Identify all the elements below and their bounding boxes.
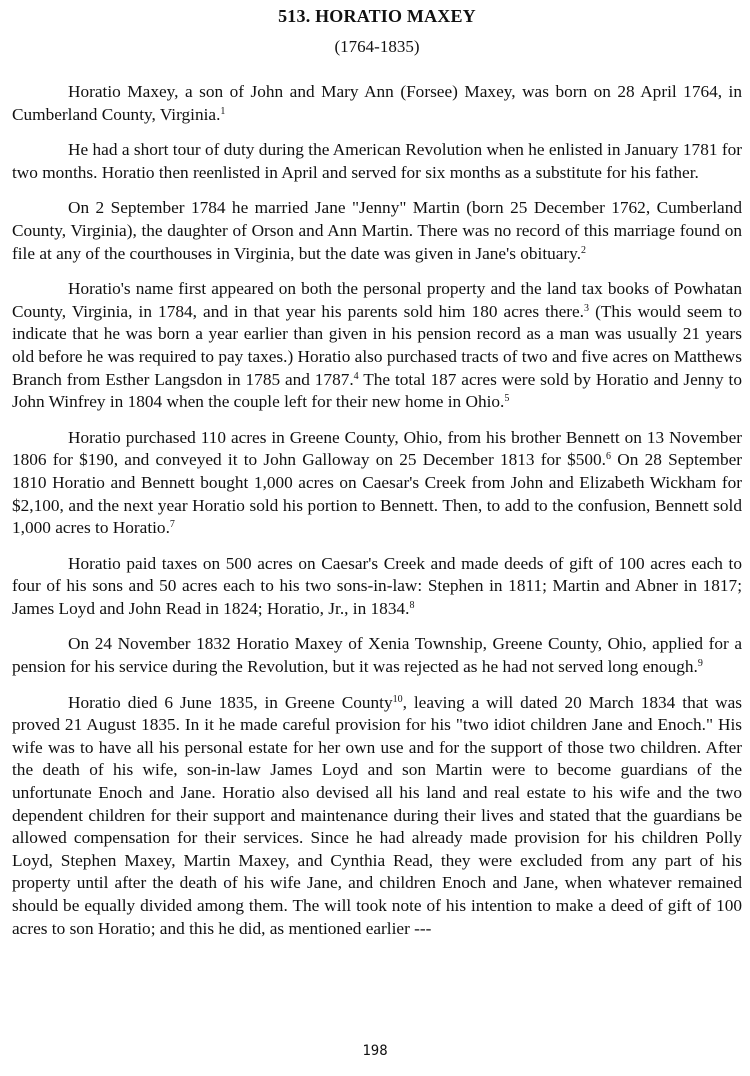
footnote-marker: 3	[584, 302, 589, 314]
footnote-marker: 8	[409, 599, 415, 611]
paragraph-text: (This would seem to indicate that he was born a year earlier than given in his pension record as a man was usually 21 years old before he was required to pay taxes.) Horatio also purchased tracts of two and five acres on Matthews Branch from Esther Langsdon in 1785 and 1787.	[12, 301, 742, 389]
paragraph-text: On 2 September 1784 he married Jane "Jenny" Martin (born 25 December 1762, Cumberland County, Virginia), the daughter of Orson and Ann Martin. There was no record of this marriage found on file at any of the courthouses in Virginia, but the date was given in Jane's obituary.	[12, 198, 742, 263]
footnote-marker: 2	[581, 244, 587, 256]
paragraph-text: On 24 November 1832 Horatio Maxey of Xenia Township, Greene County, Ohio, applied for a pension for his service during the Revolution, but it was rejected as he had not served long enough.	[12, 634, 742, 677]
section-title: 513. HORATIO MAXEY	[278, 6, 476, 26]
document-page	[12, 0, 742, 953]
paragraph-text: On 28 September 1810 Horatio and Bennett bought 1,000 acres on Caesar's Creek from John and Elizabeth Wickham for $2,100, and the next year Horatio sold his portion to Bennett. Then, to add to the confusion, Bennett sold 1,000 acres to Horatio.	[12, 450, 743, 538]
paragraph-text: The total 187 acres were sold by Horatio and Jenny to John Winfrey in 1804 when the couple left for their new home in Ohio.	[12, 369, 742, 412]
paragraph-virginia-land	[12, 278, 742, 414]
paragraph-text: Horatio paid taxes on 500 acres on Caesar's Creek and made deeds of gift of 100 acres each to four of his sons and 50 acres each to his two sons-in-law: Stephen in 1811; Martin and Abner in 1817; James Loyd and John Read in 1824; Horatio, Jr., in 1834.	[12, 553, 742, 618]
paragraph-taxes-and-gifts	[12, 553, 742, 621]
paragraph-text: Horatio's name first appeared on both the personal property and the land tax books of Powhatan County, Virginia, in 1784, and in that year his parents sold him 180 acres there.	[12, 279, 742, 321]
paragraph-text: Horatio died 6 June 1835, in Greene County	[68, 692, 393, 712]
paragraph-text: He had a short tour of duty during the American Revolution when he enlisted in January 1781 for two months. Horatio then reenlisted in April and served for six months as a substitute for his father.	[12, 140, 742, 182]
footnote-marker: 10	[392, 693, 403, 705]
paragraph-text: , leaving a will dated 20 March 1834 that was proved 21 August 1835. In it he made careful provision for his "two idiot children Jane and Enoch." His wife was to have all his personal estate for her own use and for the support of those two children. After the death of his wife, son-in-law James Loyd and son Martin were to become guardians of the unfortunate Enoch and Jane. Horatio also devised all his land and real estate to his wife and the two dependent children for their support and maintenance during their lives and stated that the guardians be allowed compensation for their services. Since he had already made provision for his children Polly Loyd, Stephen Maxey, Martin Maxey, and Cynthia Read, they were excluded from any part of his property until after the death of his wife Jane, and children Enoch and Jane, when whatever remained should be equally divided among them. The will took note of his intention to make a deed of gift of 100 acres to son Horatio; and this he did, as mentioned earlier ---	[12, 692, 743, 938]
paragraph-text: Horatio purchased 110 acres in Greene County, Ohio, from his brother Bennett on 13 November 1806 for $190, and conveyed it to John Galloway on 25 December 1813 for $500.	[12, 427, 742, 470]
page-number: 198	[362, 1043, 388, 1059]
footnote-marker: 6	[606, 451, 612, 463]
paragraph-death-and-will	[12, 692, 742, 941]
footnote-marker: 1	[220, 105, 226, 117]
paragraph-pension	[12, 633, 742, 678]
footnote-marker: 7	[169, 519, 175, 531]
footnote-marker: 9	[697, 658, 703, 670]
document-body	[12, 81, 742, 940]
paragraph-text: Horatio Maxey, a son of John and Mary Ann (Forsee) Maxey, was born on 28 April 1764, in Cumberland County, Virginia.	[12, 82, 742, 124]
footnote-marker: 4	[353, 370, 359, 382]
footnote-marker: 5	[504, 393, 510, 405]
paragraph-birth	[12, 81, 742, 126]
paragraph-ohio-land	[12, 427, 742, 540]
paragraph-marriage	[12, 197, 742, 265]
life-dates: (1764-1835)	[334, 37, 420, 56]
paragraph-revolution-service	[12, 139, 742, 184]
